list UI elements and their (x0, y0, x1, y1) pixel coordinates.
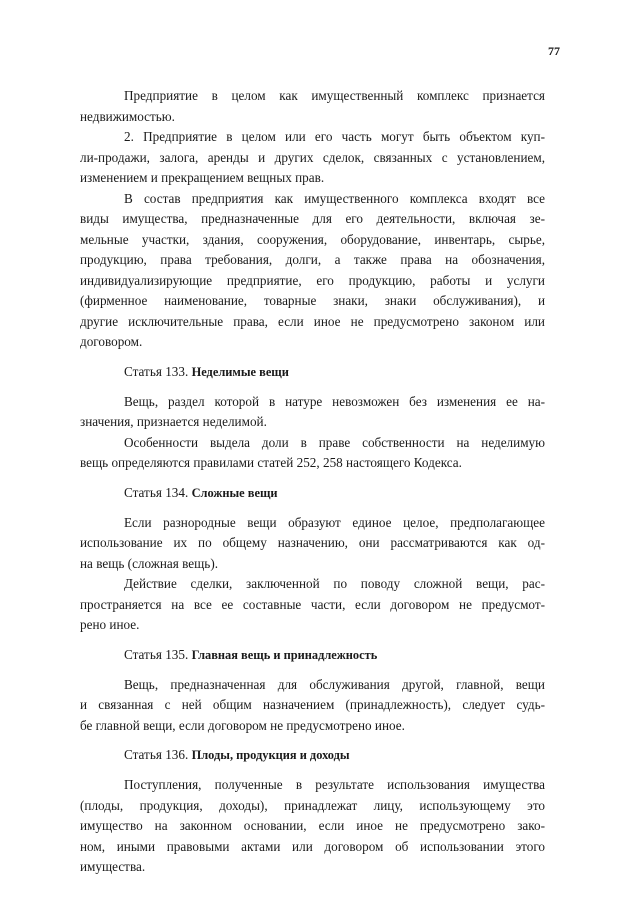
paragraph (80, 675, 545, 737)
article-number: Статья 135. (124, 646, 189, 662)
text-line: Поступления, полученные в результате использования имущества (124, 777, 545, 792)
text-line: другие исключительные права, если иное не предусмотрено законом или (80, 313, 545, 329)
text-line: Вещь, предназначенная для обслуживания другой, главной, вещи (124, 676, 545, 692)
paragraph (80, 433, 545, 474)
text-line: имущество на законном основании, если иное не предусмотрено зако- (80, 818, 545, 833)
text-line: и связанная с ней общим назначением (принадлежность), следует судь- (80, 697, 545, 712)
article-heading (80, 362, 545, 382)
text-line: ли-продажи, залога, аренды и других сделок, связанных с установлением, (80, 149, 545, 165)
article-number: Статья 134. (124, 484, 189, 500)
text-line: бе главной вещи, если договором не предусмотрено иное. (80, 717, 405, 733)
article-number: Статья 133. (124, 363, 189, 379)
text-line: использование их по общему назначению, они рассматриваются как од- (80, 535, 545, 550)
text-line: продукцию, права требования, долги, а также права на обозначения, (80, 252, 545, 267)
article-heading (80, 483, 545, 503)
text-line: имущества. (80, 859, 146, 874)
paragraph (80, 574, 545, 636)
text-line: виды имущества, предназначенные для его деятельности, включая зе- (80, 211, 545, 226)
text-line: (плоды, продукция, доходы), принадлежат лицу, использующему это (80, 797, 545, 813)
article-title: Неделимые вещи (191, 364, 289, 379)
page-number: 77 (548, 44, 560, 58)
text-line: 2. Предприятие в целом или его часть могут быть объектом куп- (124, 129, 545, 144)
text-line: мельные участки, здания, сооружения, оборудование, инвентарь, сырье, (80, 231, 545, 247)
text-line: Особенности выдела доли в праве собственности на неделимую (124, 434, 545, 450)
text-line: Действие сделки, заключенной по поводу сложной вещи, рас- (124, 576, 545, 591)
paragraph (80, 127, 545, 189)
paragraph (80, 86, 545, 127)
text-line: недвижимостью. (80, 108, 175, 124)
text-line: договором. (80, 334, 143, 349)
paragraph (80, 189, 545, 353)
paragraph (80, 392, 545, 433)
text-line: рено иное. (80, 617, 140, 632)
text-line: на вещь (сложная вещь). (80, 555, 219, 571)
article-title: Плоды, продукция и доходы (191, 748, 350, 762)
text-line: Если разнородные вещи образуют единое целое, предполагающее (124, 514, 545, 530)
article-number: Статья 136. (124, 747, 189, 762)
text-line: индивидуализирующие предприятие, его продукцию, работы и услуги (80, 272, 545, 288)
text-line: В состав предприятия как имущественного комплекса входят все (124, 190, 545, 206)
article-heading (80, 645, 545, 665)
text-line: (фирменное наименование, товарные знаки, знаки обслуживания), и (80, 293, 545, 308)
text-line: Предприятие в целом как имущественный комплекс признается (124, 88, 545, 103)
text-line: Вещь, раздел которой в натуре невозможен без изменения ее на- (124, 393, 545, 409)
article-heading (80, 745, 545, 765)
article-title: Сложные вещи (191, 485, 278, 500)
article-title: Главная вещь и принадлежность (191, 647, 378, 662)
paragraph (80, 775, 545, 878)
text-line: значения, признается неделимой. (80, 414, 267, 429)
text-line: пространяется на все ее составные части, если договором не предусмот- (80, 596, 545, 612)
text-line: вещь определяются правилами статей 252, 258 настоящего Кодекса. (80, 455, 462, 470)
document-body (80, 86, 545, 878)
text-line: ном, иными правовыми актами или договором об использовании этого (80, 838, 545, 854)
text-line: изменением и прекращением вещных прав. (80, 170, 325, 185)
paragraph (80, 513, 545, 575)
